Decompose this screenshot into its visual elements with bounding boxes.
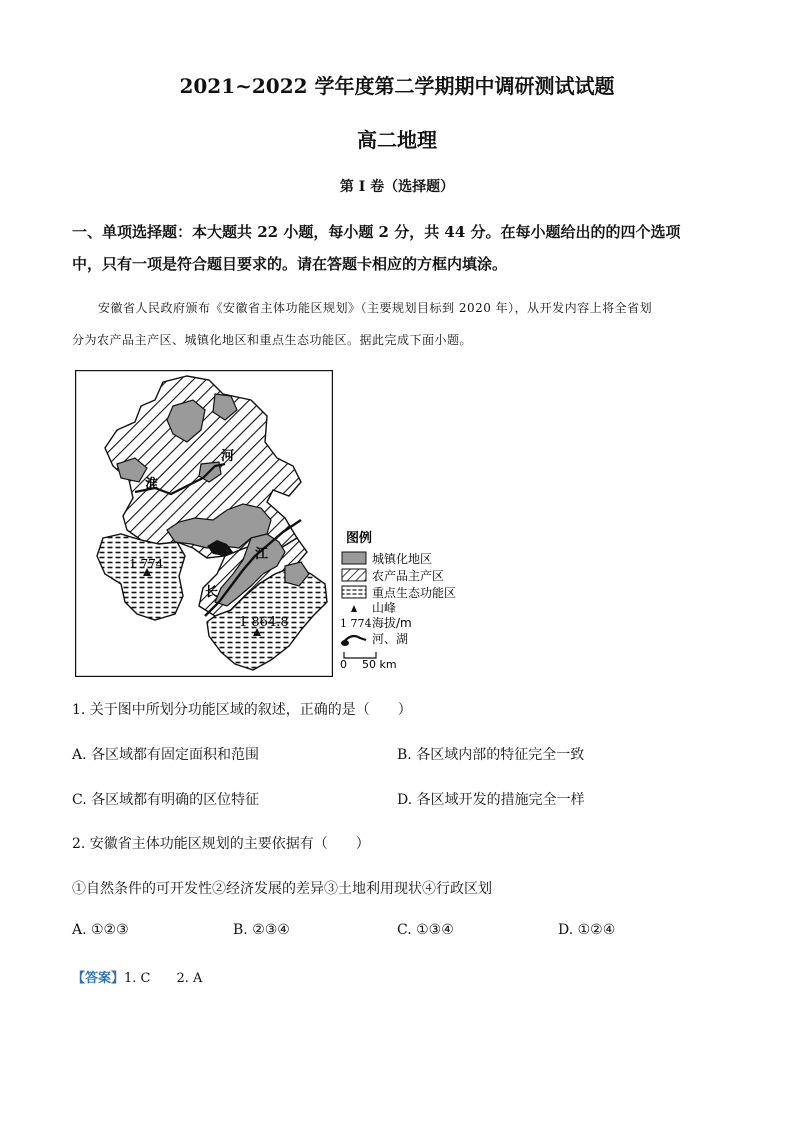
instructions-line-2: 中，只有一项是符合题目要求的。请在答题卡相应的方框内填涂。 xyxy=(72,255,508,273)
label-huai-1: 淮 xyxy=(145,477,159,492)
legend-scale-end: 50 km xyxy=(362,658,397,668)
answer-line xyxy=(72,967,202,986)
anhui-function-zone-map xyxy=(75,370,333,677)
question-2-option-c[interactable]: C. ①③④ xyxy=(397,922,454,938)
map-legend xyxy=(340,528,480,668)
instructions-line-1: 一、单项选择题：本大题共 22 小题，每小题 2 分，共 44 分。在每小题给出的的四个选项 xyxy=(72,223,681,241)
label-yangtze-1: 长 xyxy=(205,585,219,600)
legend-label-urban: 城镇化地区 xyxy=(372,552,433,566)
intro-line-1: 安徽省人民政府颁布《安徽省主体功能区规划》（主要规划目标到 2020 年），从开发内容上将全省划 xyxy=(98,301,653,315)
section-heading: 第 I 卷（选择题） xyxy=(339,179,455,195)
intro-line-2: 分为农产品主产区、城镇化地区和重点生态功能区。据此完成下面小题。 xyxy=(72,333,473,347)
label-yangtze-2: 江 xyxy=(255,547,269,562)
question-2-option-d[interactable]: D. ①②④ xyxy=(558,922,616,938)
answer-text: 1. C 2. A xyxy=(124,971,203,986)
legend-swatch-agri xyxy=(342,569,366,581)
legend-peak-unit: 海拔/m xyxy=(372,616,412,630)
legend-peak-icon xyxy=(351,605,357,612)
label-huai-2: 河 xyxy=(221,449,235,464)
question-1-option-d[interactable]: D. 各区域开发的措施完全一样 xyxy=(397,792,585,808)
question-2-items: ①自然条件的可开发性②经济发展的差异③土地利用现状④行政区划 xyxy=(72,881,492,897)
legend-swatch-eco xyxy=(342,586,366,598)
answer-tag: 【答案】 xyxy=(72,971,125,986)
document-subtitle: 高二地理 xyxy=(357,128,437,152)
legend-peak-value: 1 774 xyxy=(340,617,372,630)
question-1-option-a[interactable]: A. 各区域都有固定面积和范围 xyxy=(72,747,260,763)
question-2-option-b[interactable]: B. ②③④ xyxy=(233,922,290,938)
legend-lake-icon xyxy=(341,640,349,646)
legend-label-river-lake: 河、湖 xyxy=(372,632,409,646)
legend-label-eco: 重点生态功能区 xyxy=(372,586,457,600)
question-1-option-c[interactable]: C. 各区域都有明确的区位特征 xyxy=(72,792,260,808)
peak-label-1: 1 774 xyxy=(129,557,164,571)
question-1-option-b[interactable]: B. 各区域内部的特征完全一致 xyxy=(397,747,585,763)
question-1-stem: 1. 关于图中所划分功能区域的叙述，正确的是（ ） xyxy=(72,702,412,718)
legend-label-agri: 农产品主产区 xyxy=(372,569,445,583)
peak-label-2: 1 864.8 xyxy=(239,615,289,630)
legend-scale-start: 0 xyxy=(340,658,347,668)
question-2-option-a[interactable]: A. ①②③ xyxy=(72,922,129,938)
legend-swatch-urban xyxy=(342,552,366,564)
legend-title: 图例 xyxy=(346,531,373,546)
legend-label-peak: 山峰 xyxy=(372,601,397,615)
question-2-stem: 2. 安徽省主体功能区规划的主要依据有（ ） xyxy=(72,836,370,852)
document-title: 2021~2022 学年度第二学期期中调研测试试题 xyxy=(179,74,615,98)
